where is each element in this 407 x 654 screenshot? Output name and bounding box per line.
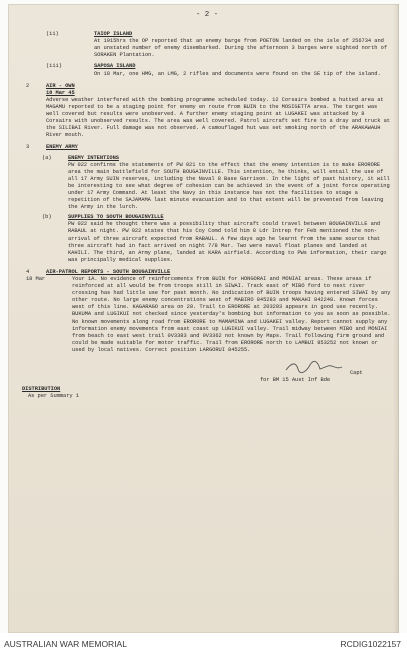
document-page <box>8 4 399 633</box>
subsection-text: PW 022 said he thought there was a possibility that aircraft could travel between BOUGAINVILLE and RABAUL at night. PW 022 states that his Coy Comd told him 8 Ldr Intrep for Feb mentioned the non-arrival of three aircraft expected from RABAUL. A few days ago he learnt from the same source that three aircraft had in fact arrived on night 7/8 Mar. Two were naval float planes and landed at KAHILI. The third, an Army plane, landed at KARA airfield. According to PWs information, their cargo was principally medical supplies. <box>68 221 387 263</box>
air-patrol-entry <box>22 276 392 354</box>
section-title: ENEMY ARMY <box>46 144 78 151</box>
item-text: On 18 Mar, one HMG, an LMG, 2 rifles and documents were found on the SE tip of the island. <box>94 70 381 77</box>
document-body <box>22 10 392 400</box>
section-number: 3 <box>26 144 30 151</box>
record-id: RCDIG1022157 <box>340 638 401 649</box>
page-edge-shadow <box>393 4 399 633</box>
subsection-number: (a) <box>42 154 52 161</box>
item-title: TAIOP ISLAND <box>94 31 133 38</box>
archive-footer <box>0 633 407 654</box>
subsection-title: SUPPLIES TO SOUTH BOUGAINVILLE <box>68 214 164 221</box>
item-number: (iii) <box>46 63 62 70</box>
section-number: 4 <box>26 268 30 275</box>
archive-name: AUSTRALIAN WAR MEMORIAL <box>4 638 127 649</box>
subsection-enemy-intentions <box>22 155 392 212</box>
item-taiop <box>22 31 392 59</box>
section-title: AIR-PATROL REPORTS - SOUTH BOUGAINVILLE <box>46 268 171 275</box>
section-text: Adverse weather interfered with the bombing programme scheduled today. 12 Corsairs bombed a hutted area at MAGAMU reported to be a staging point for enemy en route from BUIN to the MOSIGETTA area. The target was well covered but results were unobserved. A further enemy staging point at LUGAKEI was attacked by 8 Corsairs with unobserved results. The area was well covered. Patrol aircraft set fire to a dray and truck at the SILIBAI River. Full damage was not observed. A camouflaged hut was set smoking north of the ARAKAWAUH River mouth. <box>46 96 390 139</box>
item-number: (ii) <box>46 31 59 38</box>
handwritten-signature <box>284 360 344 374</box>
distribution-title: DISTRIBUTION <box>22 386 61 393</box>
distribution-text: As per Summary 1 <box>28 393 79 400</box>
section-number: 2 <box>26 82 30 89</box>
subsection-supplies <box>22 214 392 264</box>
signature-block <box>22 360 392 384</box>
page-number: - 2 - <box>195 11 219 19</box>
subsection-title: ENEMY INTENTIONS <box>68 154 119 161</box>
section-enemy-army <box>22 144 392 151</box>
signature-unit: for BM 15 Aust Inf Bde <box>260 377 331 384</box>
section-subtitle: 18 Mar 45 <box>46 89 75 96</box>
signature-rank: Capt <box>350 370 363 377</box>
section-air-patrol <box>22 269 392 276</box>
section-title: AIR - OWN <box>46 82 75 89</box>
section-air-own <box>22 83 392 140</box>
subsection-text: PW 022 confirms the statements of PW 021 to the effect that the enemy intention is to make ERORORE area the main battlefield for SOUTH BOUGAINVILLE. This intention, he thinks, will entail the use of all 17 Army SUIN reserves, including the Naval 8 Base Garrison. In the light of past history, it will be interesting to see what degree of cohesion can be achieved in the event of a joint force operating under 17 Army Command. At least the Navy in this instance has not the facilities to stage a repetition of the SAJAMAMA last minute evacuation and to that extent will be prevented from leaving the Army in the lurch. <box>68 161 390 211</box>
entry-text: Your 1A. No evidence of reinforcements from BUIN for HONGORAI and MONIAI areas. These areas if reinforced at all would be from troops still in SIWAI. Track east of MIBO ford to next river crossing has had little use for past month. No indication of BUIN troops having entered SIWAI by any other route. No large enemy concentrations west of MABIRO 845283 and MAKAHI 842248. Known forces west of this line. KAGARAGO area on 20. Trail to ERORORE at 203203 appears in good use recently. BUKUMA and LUGIKUI not checked since yesterday's bombing but information to you as soon as possible. No known movements along road from ERORORE to MAMAMINA and LUGAKEI valley. Report cannot supply any information enemy movements from east coast up LUGIKUI valley. Trail midway between MIBO and MONIAI from beach to east west trail 0V3383 and 0V3362 not known by Maps. Trail following firm ground and could be made suitable for motor traffic. Trail from ERORORE north to LAMBUI 853252 not known or used by local natives. Correct position LARGORUI 845255. <box>72 276 391 353</box>
entry-date: 18 Mar <box>26 276 46 282</box>
item-title: SAPOSA ISLAND <box>94 63 136 70</box>
item-text: At 1915hrs the OP reported that an enemy barge from POETON landed on the isle of 256734 and an unstated number of enemy disembarked. During the afternoon 3 barges were sighted north of SORAKEN Plantation. <box>94 38 388 59</box>
item-saposa <box>22 63 392 77</box>
subsection-number: (b) <box>42 214 52 221</box>
